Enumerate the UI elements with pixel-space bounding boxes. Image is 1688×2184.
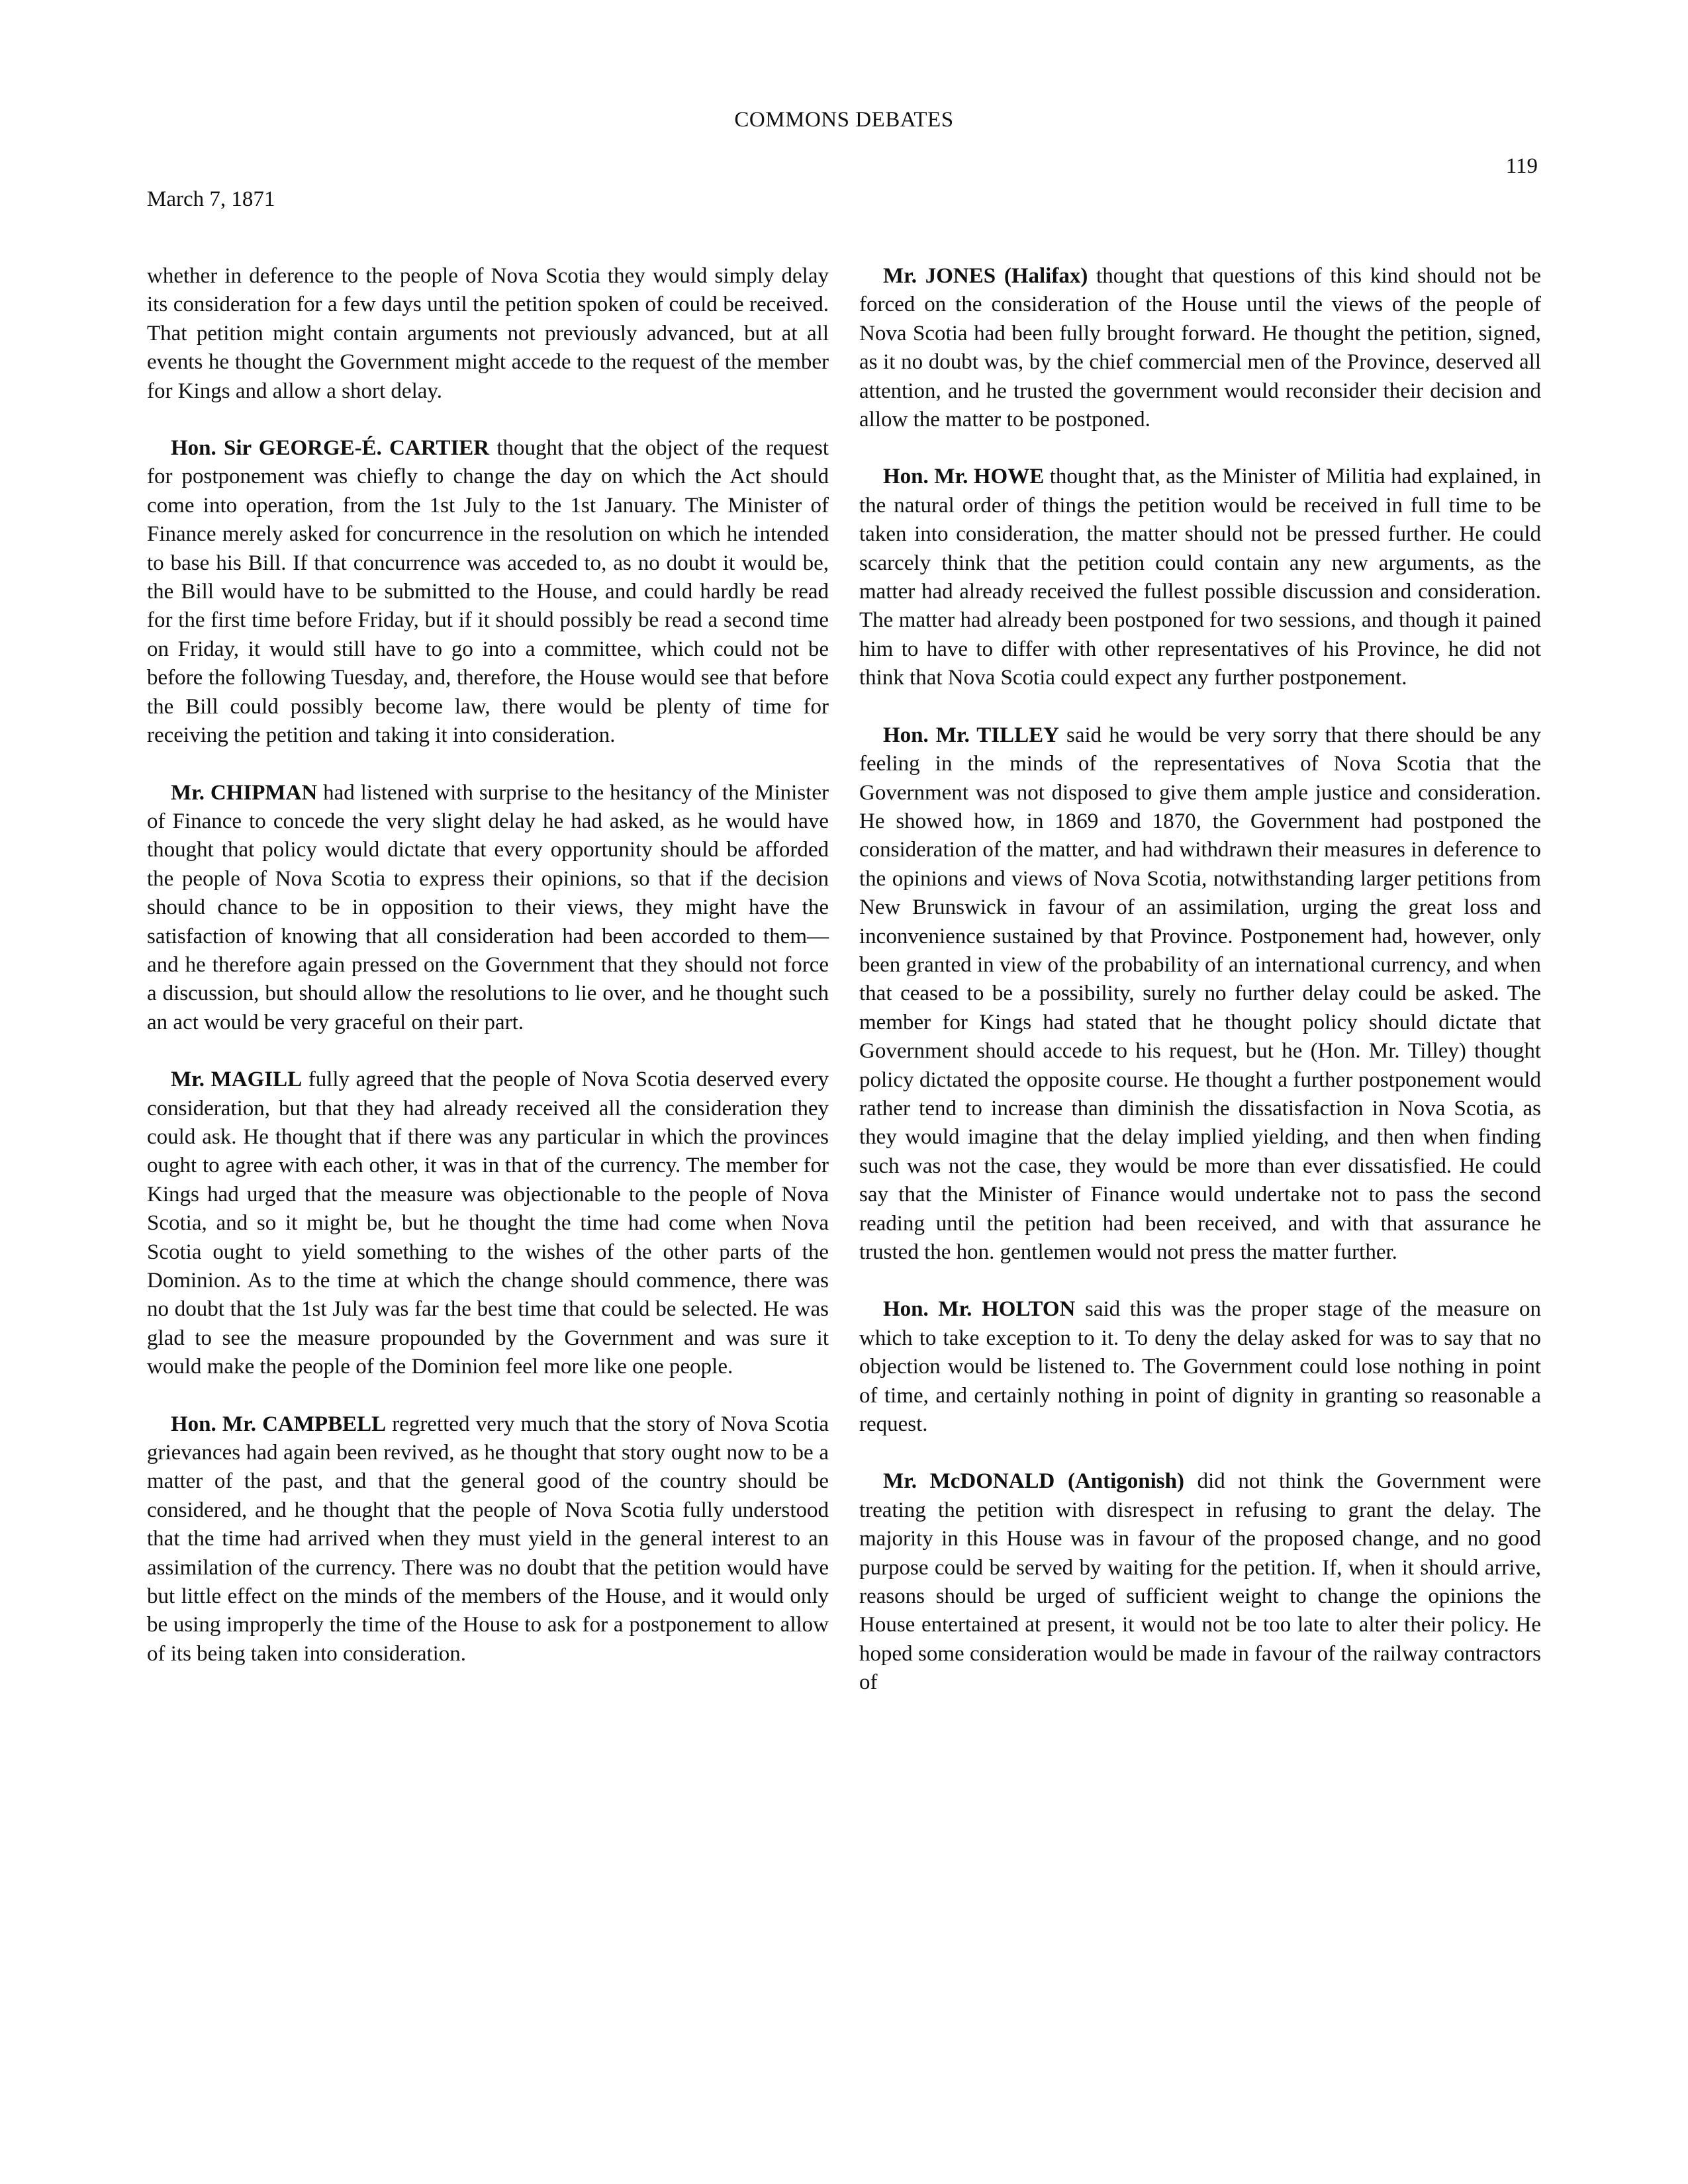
speech-text: thought that the object of the request for postponement was chiefly to change the day on which the Act should come into operation, from the 1st July to the 1st January. The Minister of Finance merely asked for concurrence in the resolution on which he intended to base his Bill. If that concurrence was acceded to, as no doubt it would be, the Bill would have to be submitted to the House, and could hardly be read for the first time before Friday, but if it should possibly be read a second time on Friday, it would still have to go into a committee, which could not be before the following Tuesday, and, therefore, the House would see that before the Bill could possibly become law, there would be plenty of time for receiving the petition and taking it into consideration. [147,436,829,748]
right-column [859,262,1541,1726]
speech-text: fully agreed that the people of Nova Scotia deserved every consideration, but that they had already received all the consideration they could ask. He thought that if there was any particular in which the provinces ought to agree with each other, it was in that of the currency. The member for Kings had urged that the measure was objectionable to the people of Nova Scotia, and so it might be, but he thought the time had come when Nova Scotia ought to yield something to the wishes of the other parts of the Dominion. As to the time at which the change should commence, there was no doubt that the 1st July was far the best time that could be selected. He was glad to see the measure propounded by the Government and was sure it would make the people of the Dominion feel more like one people. [147,1068,829,1379]
speaker-name: Mr. CHIPMAN [171,780,318,805]
paragraph-text: whether in deference to the people of Nova Scotia they would simply delay its consideration for a few days until the petition spoken of could be received. That petition might contain arguments not previously advanced, but at all events he thought the Government might accede to the request of the member for Kings and allow a short delay. [147,264,829,403]
speech-paragraph [859,262,1541,434]
speech-paragraph [859,463,1541,692]
speaker-name: Hon. Mr. CAMPBELL [171,1412,387,1436]
speech-text: regretted very much that the story of Nova Scotia grievances had again been revived, as he thought that story ought now to be a matter of the past, and that the general good of the country should be considered, and he thought that the people of Nova Scotia fully understood that the time had arrived when they must yield in the general interest to an assimilation of the currency. There was no doubt that the petition would have but little effect on the minds of the members of the House, and it would only be using improperly the time of the House to ask for a postponement to allow of its being taken into consideration. [147,1412,829,1666]
speech-paragraph [147,434,829,750]
speech-paragraph [859,1467,1541,1697]
speech-paragraph [147,1066,829,1381]
speaker-name: Hon. Sir GEORGE-É. CARTIER [171,436,490,461]
speech-text: said he would be very sorry that there should be any feeling in the minds of the representatives of Nova Scotia that the Government was not disposed to give them ample justice and consideration. He showed how, in 1869 and 1870, the Government had postponed the consideration of the matter, and had withdrawn their measures in deference to the opinions and views of Nova Scotia, notwithstanding larger petitions from New Brunswick in favour of an assimilation, urging the great loss and inconvenience sustained by that Province. Postponement had, however, only been granted in view of the probability of an international currency, and when that ceased to be a possibility, surely no further delay could be asked. The member for Kings had stated that he thought policy should dictate that Government should accede to his request, but he (Hon. Mr. Tilley) thought policy dictated the opposite course. He thought a further postponement would rather tend to increase than diminish the dissatisfaction in Nova Scotia, as they would imagine that the delay implied yielding, and then when finding such was not the case, they would be more than ever dissatisfied. He could say that the Minister of Finance would undertake not to pass the second reading until the petition had been received, and with that assurance he trusted the hon. gentlemen would not press the matter further. [859,723,1541,1264]
speaker-name: Mr. McDONALD (Antigonish) [883,1469,1184,1494]
speech-text: thought that questions of this kind should not be forced on the consideration of the House until the views of the people of Nova Scotia had been fully brought forward. He thought the petition, signed, as it no doubt was, by the chief commercial men of the Province, deserved all attention, and he trusted the government would reconsider their decision and allow the matter to be postponed. [859,264,1541,432]
speech-text: thought that, as the Minister of Militia had explained, in the natural order of things the petition would be received in full time to be taken into consideration, the matter should not be pressed further. He could scarcely think that the petition could contain any new arguments, as the matter had already received the fullest possible discussion and consideration. The matter had already been postponed for two sessions, and though it pained him to have to differ with other representatives of his Province, he did not think that Nova Scotia could expect any further postponement. [859,465,1541,690]
speaker-name: Hon. Mr. TILLEY [883,723,1059,747]
running-title: COMMONS DEBATES [734,108,954,132]
speech-paragraph [147,1410,829,1669]
speaker-name: Mr. MAGILL [171,1068,303,1092]
left-column [147,262,829,1697]
speech-paragraph [147,779,829,1038]
speech-text: said this was the proper stage of the measure on which to take exception to it. To deny the delay asked for was to say that no objection would be listened to. The Government could lose nothing in point of time, and certainly nothing in point of dignity in granting so reasonable a request. [859,1297,1541,1437]
page-date: March 7, 1871 [147,187,275,211]
page-number: 119 [1505,154,1538,178]
speech-text: did not think the Government were treating the petition with disrespect in refusing to grant the delay. The majority in this House was in favour of the proposed change, and no good purpose could be served by waiting for the petition. If, when it should arrive, reasons should be urged of sufficient weight to change the opinions the House entertained at present, it would not be too late to alter their policy. He hoped some consideration would be made in favour of the railway contractors of [859,1469,1541,1695]
speech-paragraph [859,721,1541,1267]
paragraph [147,262,829,406]
speaker-name: Hon. Mr. HOWE [883,465,1045,489]
speaker-name: Mr. JONES (Halifax) [883,264,1088,288]
speech-text: had listened with surprise to the hesitancy of the Minister of Finance to concede the very slight delay he had asked, as he would have thought that policy would dictate that every opportunity should be afforded the people of Nova Scotia to express their opinions, so that if the decision should chance to be in opposition to their views, they might have the satisfaction of knowing that all consideration had been accorded to them—and he therefore again pressed on the Government that they should not force a discussion, but should allow the resolutions to lie over, and he thought such an act would be very graceful on their part. [147,780,829,1034]
speaker-name: Hon. Mr. HOLTON [883,1297,1076,1322]
speech-paragraph [859,1295,1541,1439]
